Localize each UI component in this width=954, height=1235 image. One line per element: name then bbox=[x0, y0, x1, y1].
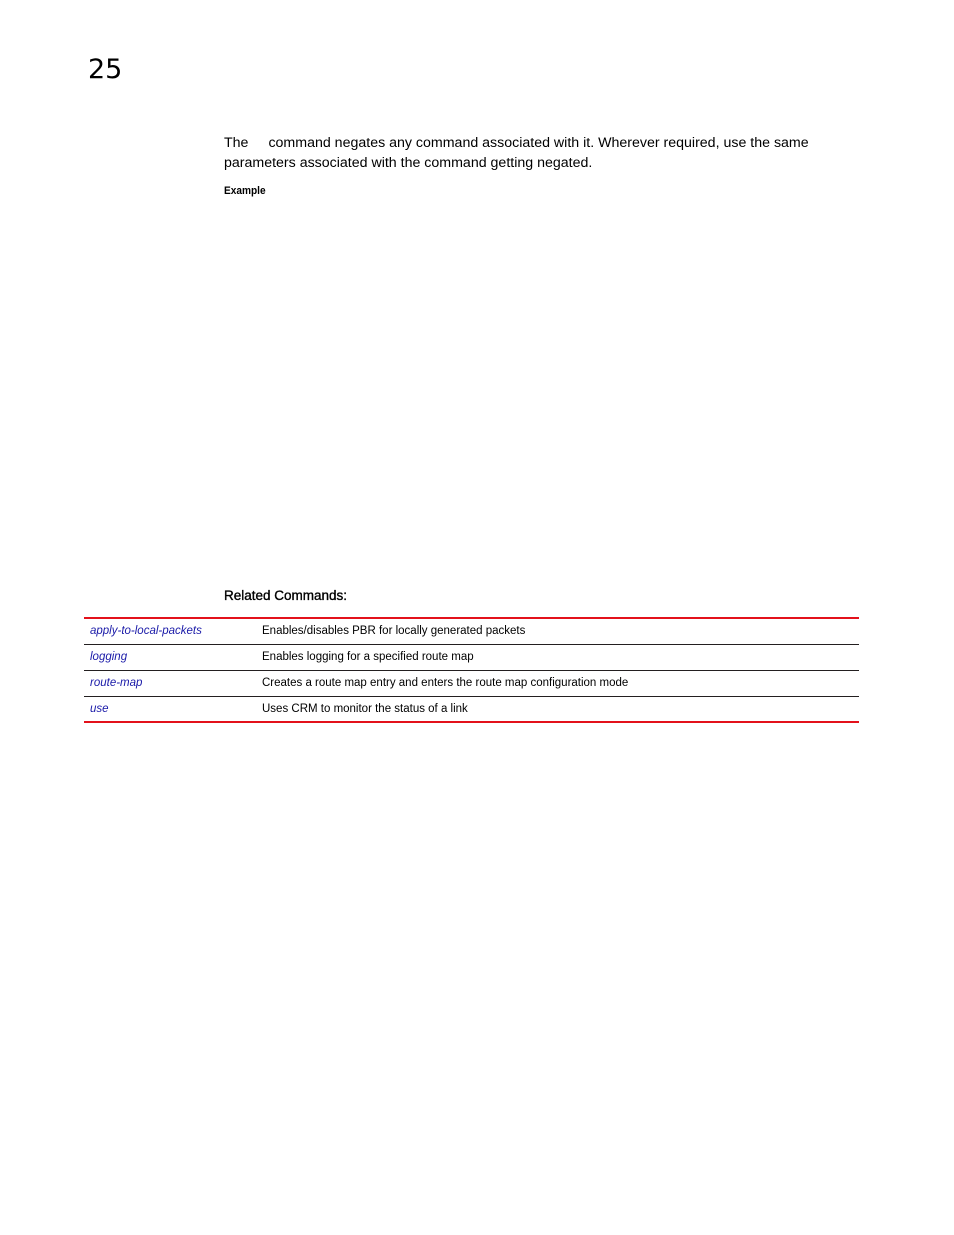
command-link-route-map[interactable]: route-map bbox=[90, 677, 143, 689]
example-heading: Example bbox=[224, 185, 266, 197]
command-link-apply-to-local-packets[interactable]: apply-to-local-packets bbox=[90, 625, 202, 638]
table-row bbox=[84, 618, 859, 644]
command-cell bbox=[84, 696, 262, 722]
command-link-logging[interactable]: logging bbox=[90, 651, 128, 663]
description-body: command negates any command associated with it. Wherever required, use the same parameters associated with the command getting negated. bbox=[224, 135, 809, 171]
table-row bbox=[84, 696, 859, 722]
command-cell bbox=[84, 618, 262, 644]
table-row bbox=[84, 644, 859, 670]
command-cell bbox=[84, 644, 262, 670]
related-commands-heading: Related Commands: bbox=[224, 588, 348, 603]
command-description bbox=[224, 134, 854, 173]
command-link-use[interactable]: use bbox=[90, 702, 109, 715]
command-description-cell: Enables/disables PBR for locally generated packets bbox=[262, 625, 526, 638]
command-description-cell: Creates a route map entry and enters the route map configuration mode bbox=[262, 670, 859, 696]
table-row bbox=[84, 670, 859, 696]
chapter-number: 25 bbox=[88, 54, 123, 85]
command-cell bbox=[84, 670, 262, 696]
description-lead: The bbox=[224, 135, 249, 151]
command-description-cell: Enables logging for a specified route map bbox=[262, 644, 859, 670]
related-commands-table bbox=[84, 617, 859, 723]
command-description-cell: Uses CRM to monitor the status of a link bbox=[262, 696, 859, 722]
